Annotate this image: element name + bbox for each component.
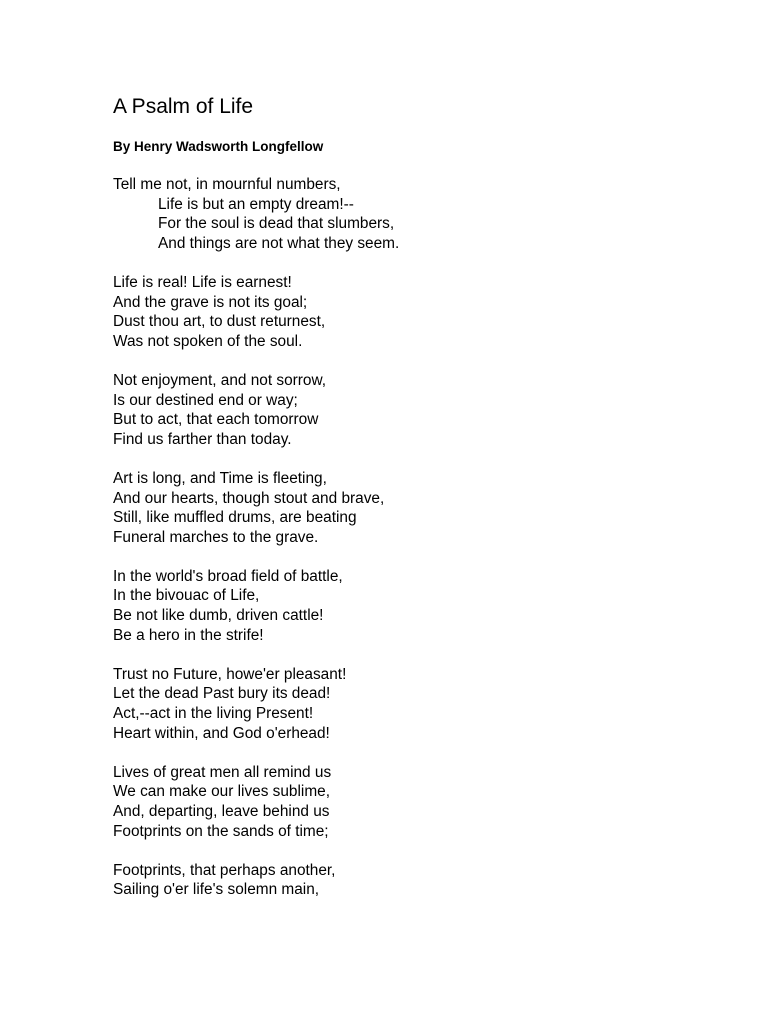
stanza-1	[113, 175, 713, 253]
stanza-2	[113, 273, 713, 351]
poem-line: Find us farther than today.	[113, 430, 292, 448]
poem-line: And the grave is not its goal;	[113, 293, 308, 311]
poem-line: Was not spoken of the soul.	[113, 332, 303, 350]
poem-line: We can make our lives sublime,	[113, 783, 330, 801]
poem-line: Heart within, and God o'erhead!	[113, 724, 330, 742]
poem-title: A Psalm of Life	[113, 95, 254, 118]
poem-line: Footprints, that perhaps another,	[113, 861, 336, 879]
poem-line: Sailing o'er life's solemn main,	[113, 881, 320, 899]
poem-line: Dust thou art, to dust returnest,	[113, 313, 326, 331]
poem-line: And our hearts, though stout and brave,	[113, 489, 385, 507]
poem-line: In the world's broad field of battle,	[113, 567, 343, 585]
poem-line: Let the dead Past bury its dead!	[113, 685, 331, 703]
stanza-3	[113, 371, 713, 449]
stanza-8	[113, 861, 713, 900]
poem-line: Footprints on the sands of time;	[113, 822, 329, 840]
poem-byline: By Henry Wadsworth Longfellow	[113, 139, 324, 154]
stanza-7	[113, 763, 713, 841]
stanza-5	[113, 567, 713, 645]
poem-line: Art is long, and Time is fleeting,	[113, 469, 327, 487]
poem-line: Trust no Future, howe'er pleasant!	[113, 665, 347, 683]
poem-line: Life is real! Life is earnest!	[113, 273, 292, 291]
poem-line: Be not like dumb, driven cattle!	[113, 607, 324, 625]
stanza-4	[113, 469, 713, 547]
poem-line: Still, like muffled drums, are beating	[113, 509, 357, 527]
poem-line: Not enjoyment, and not sorrow,	[113, 371, 327, 389]
poem-line: Funeral marches to the grave.	[113, 528, 319, 546]
poem-body	[113, 175, 713, 920]
poem-line: But to act, that each tomorrow	[113, 411, 319, 429]
poem-line: For the soul is dead that slumbers,	[158, 215, 395, 233]
poem-line: Life is but an empty dream!--	[158, 195, 354, 213]
stanza-6	[113, 665, 713, 743]
poem-line: And things are not what they seem.	[158, 234, 400, 252]
poem-line: Tell me not, in mournful numbers,	[113, 176, 341, 193]
poem-line: Be a hero in the strife!	[113, 626, 264, 644]
poem-line: Act,--act in the living Present!	[113, 705, 314, 723]
poem-line: Lives of great men all remind us	[113, 763, 332, 781]
poem-line: And, departing, leave behind us	[113, 803, 330, 820]
poem-line: In the bivouac of Life,	[113, 587, 260, 605]
poem-line: Is our destined end or way;	[113, 391, 298, 409]
